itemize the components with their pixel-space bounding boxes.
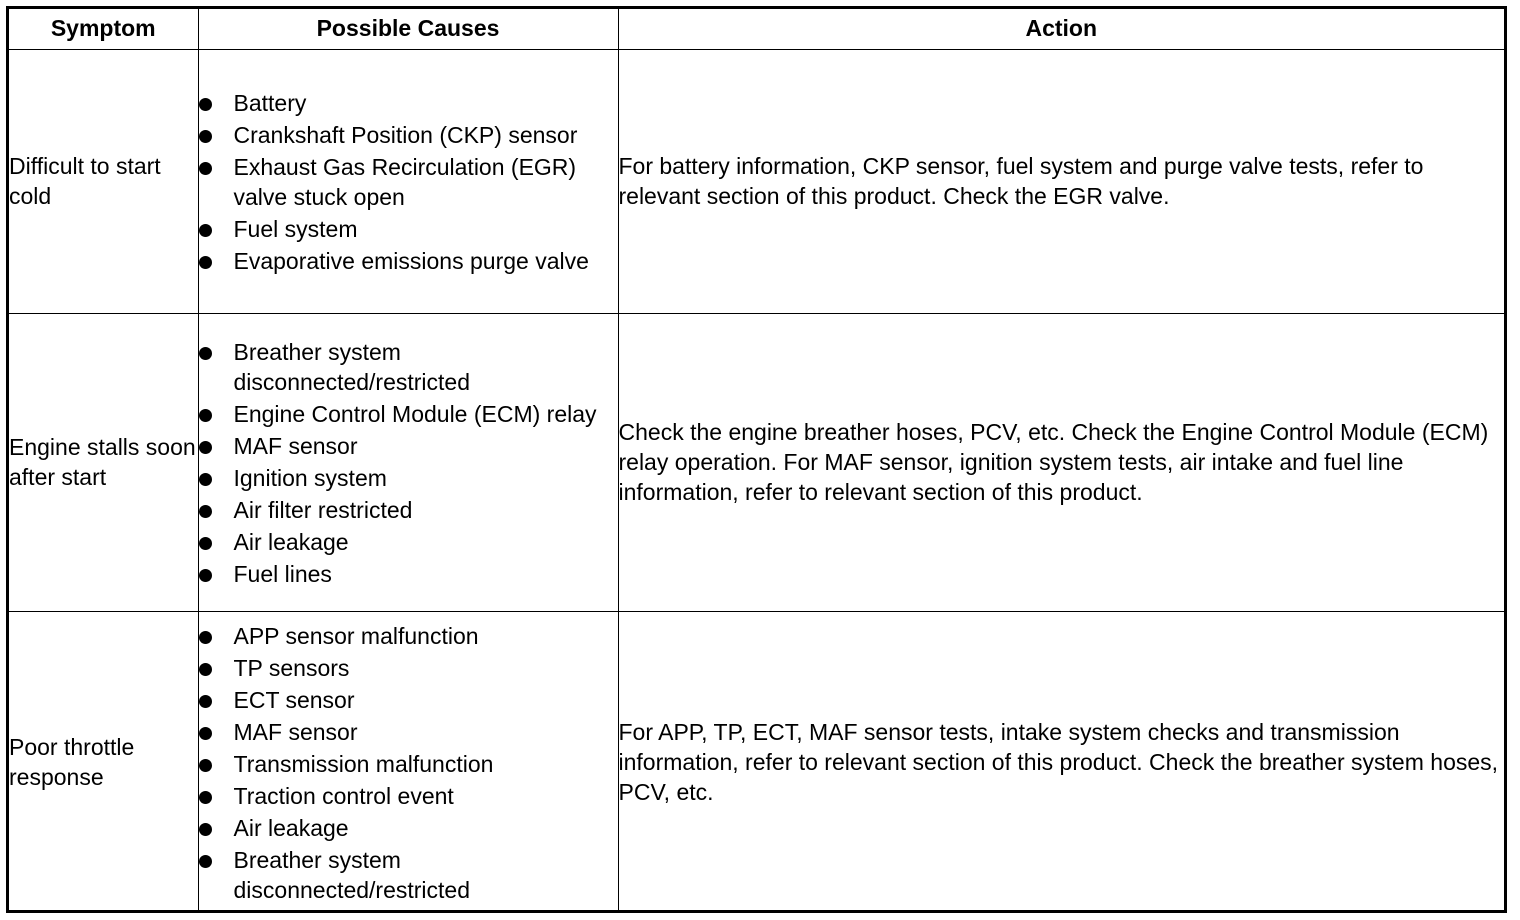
diagnostic-table-frame (6, 6, 1507, 913)
action-cell: For APP, TP, ECT, MAF sensor tests, intake system checks and transmission information, refer to relevant section of this product. Check the breather system hoses, PCV, etc. (618, 611, 1504, 913)
cause-item (199, 246, 618, 276)
cause-list (199, 88, 618, 276)
bullet-icon (199, 695, 212, 708)
cause-item (199, 399, 618, 429)
cause-text: Air leakage (233, 814, 349, 841)
cause-item (199, 845, 618, 905)
bullet-icon (199, 791, 212, 804)
cause-text: MAF sensor (233, 718, 358, 745)
cause-item (199, 214, 618, 244)
cause-item (199, 152, 618, 212)
cause-text: Breather system disconnected/restricted (233, 338, 471, 395)
causes-cell (198, 611, 618, 913)
bullet-icon (199, 409, 212, 422)
cause-text: Fuel system (233, 215, 358, 242)
bullet-icon (199, 537, 212, 550)
header-possible-causes: Possible Causes (198, 9, 618, 49)
bullet-icon (199, 631, 212, 644)
cause-item (199, 120, 618, 150)
cause-item (199, 781, 618, 811)
cause-item (199, 495, 618, 525)
bullet-icon (199, 727, 212, 740)
symptom-cell: Engine stalls soon after start (9, 313, 198, 611)
cause-item (199, 463, 618, 493)
bullet-icon (199, 663, 212, 676)
table-row (9, 313, 1504, 611)
bullet-icon (199, 569, 212, 582)
table-header-row (9, 9, 1504, 49)
cause-item (199, 749, 618, 779)
bullet-icon (199, 505, 212, 518)
action-cell: Check the engine breather hoses, PCV, etc. Check the Engine Control Module (ECM) relay operation. For MAF sensor, ignition system tests, air intake and fuel line information, refer to relevant section of this product. (618, 313, 1504, 611)
cause-text: Air filter restricted (233, 496, 413, 523)
cause-item (199, 431, 618, 461)
header-symptom: Symptom (9, 9, 198, 49)
bullet-icon (199, 855, 212, 868)
cause-text: Crankshaft Position (CKP) sensor (233, 121, 578, 148)
table-row (9, 611, 1504, 913)
cause-item (199, 527, 618, 557)
cause-item (199, 813, 618, 843)
symptom-cell: Poor throttle response (9, 611, 198, 913)
bullet-icon (199, 98, 212, 111)
cause-item (199, 559, 618, 589)
cause-list (199, 621, 618, 905)
action-cell: For battery information, CKP sensor, fuel system and purge valve tests, refer to relevant section of this product. Check the EGR valve. (618, 49, 1504, 313)
cause-item (199, 337, 618, 397)
bullet-icon (199, 759, 212, 772)
cause-text: Fuel lines (233, 560, 332, 587)
symptom-cell: Difficult to start cold (9, 49, 198, 313)
cause-text: Transmission malfunction (233, 750, 494, 777)
cause-text: Engine Control Module (ECM) relay (233, 400, 597, 427)
bullet-icon (199, 347, 212, 360)
cause-item (199, 717, 618, 747)
bullet-icon (199, 441, 212, 454)
cause-list (199, 337, 618, 589)
cause-text: ECT sensor (233, 686, 355, 713)
cause-text: Breather system disconnected/restricted (233, 846, 471, 903)
cause-text: Evaporative emissions purge valve (233, 247, 589, 274)
bullet-icon (199, 224, 212, 237)
cause-text: Air leakage (233, 528, 349, 555)
header-action: Action (618, 9, 1504, 49)
bullet-icon (199, 823, 212, 836)
cause-item (199, 621, 618, 651)
cause-text: APP sensor malfunction (233, 622, 479, 649)
cause-text: Battery (233, 89, 307, 116)
cause-text: Ignition system (233, 464, 387, 491)
cause-item (199, 685, 618, 715)
bullet-icon (199, 473, 212, 486)
causes-cell (198, 49, 618, 313)
cause-item (199, 653, 618, 683)
cause-text: Exhaust Gas Recirculation (EGR) valve stuck open (233, 153, 577, 210)
cause-text: MAF sensor (233, 432, 358, 459)
bullet-icon (199, 130, 212, 143)
cause-text: Traction control event (233, 782, 454, 809)
cause-text: TP sensors (233, 654, 350, 681)
causes-cell (198, 313, 618, 611)
bullet-icon (199, 162, 212, 175)
cause-item (199, 88, 618, 118)
symptom-diagnosis-table (9, 9, 1504, 913)
bullet-icon (199, 256, 212, 269)
table-row (9, 49, 1504, 313)
